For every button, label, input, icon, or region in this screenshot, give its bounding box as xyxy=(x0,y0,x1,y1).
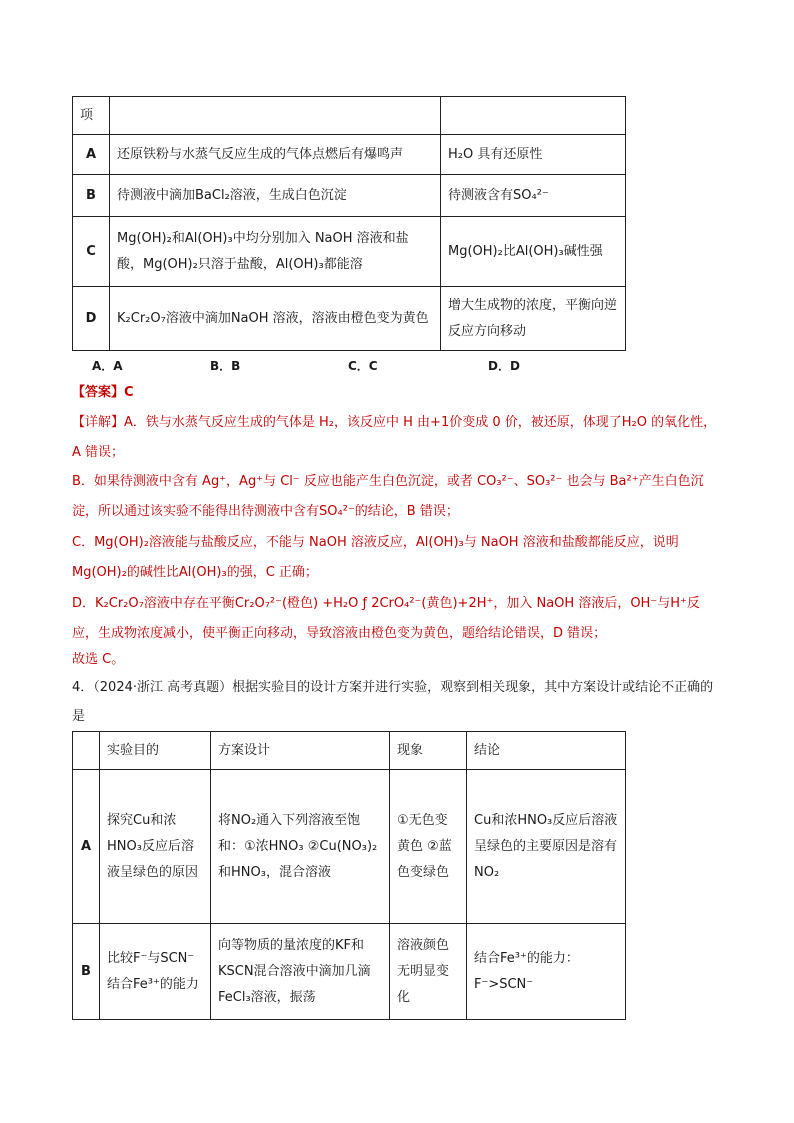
table1-row-exp: 待测液中滴加BaCl₂溶液，生成白色沉淀 xyxy=(110,175,441,217)
table2-row-con: Cu和浓HNO₃反应后溶液呈绿色的主要原因是溶有NO₂ xyxy=(467,770,626,924)
detail-a: 【详解】A．铁与水蒸气反应生成的气体是 H₂，该反应中 H 由+1价变成 0 价，被还原，体现了H₂O 的氧化性，A 错误； xyxy=(72,415,717,460)
choice-b: B．B xyxy=(210,359,241,373)
table1-header-exp xyxy=(110,97,441,135)
answer-label: 【答案】C xyxy=(72,385,134,400)
table1-row-con: Mg(OH)₂比Al(OH)₃碱性强 xyxy=(441,217,626,287)
detail-b: B．如果待测液中含有 Ag⁺，Ag⁺与 Cl⁻ 反应也能产生白色沉淀，或者 CO₃²⁻、SO₃²⁻ 也会与 Ba²⁺产生白色沉淀，所以通过该实验不能得出待测液中含有SO₄²⁻的结论，B 错误； xyxy=(72,474,704,519)
question-table-1 xyxy=(72,96,626,351)
table2-row-opt: A xyxy=(73,770,100,924)
detail-c: C．Mg(OH)₂溶液能与盐酸反应，不能与 NaOH 溶液反应，Al(OH)₃与 NaOH 溶液和盐酸都能反应，说明 Mg(OH)₂的碱性比Al(OH)₃的强，C 正确； xyxy=(72,535,679,580)
table1-row-opt: A xyxy=(73,135,110,175)
table2-row-con: 结合Fe³⁺的能力：F⁻>SCN⁻ xyxy=(467,924,626,1020)
table1-row-exp: Mg(OH)₂和Al(OH)₃中均分别加入 NaOH 溶液和盐酸，Mg(OH)₂只溶于盐酸，Al(OH)₃都能溶 xyxy=(110,217,441,287)
table2-row-phen: 溶液颜色无明显变化 xyxy=(390,924,467,1020)
table2-row-opt: B xyxy=(73,924,100,1020)
table1-row-opt: C xyxy=(73,217,110,287)
table2-row-phen: ①无色变黄色 ②蓝色变绿色 xyxy=(390,770,467,924)
table2-row-plan: 向等物质的量浓度的KF和KSCN混合溶液中滴加几滴FeCl₃溶液，振荡 xyxy=(211,924,390,1020)
table1-row-opt: B xyxy=(73,175,110,217)
table2-header: 实验目的 xyxy=(100,732,211,770)
table2-row-goal: 探究Cu和浓HNO₃反应后溶液呈绿色的原因 xyxy=(100,770,211,924)
detail-conclusion: 故选 C。 xyxy=(72,652,125,667)
table1-row-con: 待测液含有SO₄²⁻ xyxy=(441,175,626,217)
table1-header-con xyxy=(441,97,626,135)
table2-header: 现象 xyxy=(390,732,467,770)
question-4-stem: 4．（2024·浙江 高考真题）根据实验目的设计方案并进行实验，观察到相关现象，其中方案设计或结论不正确的是 xyxy=(72,680,714,724)
table1-row-con: 增大生成物的浓度，平衡向逆反应方向移动 xyxy=(441,287,626,351)
choice-d: D．D xyxy=(488,359,520,373)
table1-header-opt: 项 xyxy=(73,97,110,135)
choice-a: A．A xyxy=(92,359,123,373)
table1-row-exp: 还原铁粉与水蒸气反应生成的气体点燃后有爆鸣声 xyxy=(110,135,441,175)
table2-header: 结论 xyxy=(467,732,626,770)
table1-row-exp: K₂Cr₂O₇溶液中滴加NaOH 溶液，溶液由橙色变为黄色 xyxy=(110,287,441,351)
table2-header xyxy=(73,732,100,770)
detail-d: D．K₂Cr₂O₇溶液中存在平衡Cr₂O₇²⁻(橙色) +H₂O ƒ 2CrO₄²⁻(黄色)+2H⁺，加入 NaOH 溶液后，OH⁻与H⁺反应，生成物浓度减小，使平衡正向移动，导致溶液由橙色变为黄色，题给结论错误，D 错误； xyxy=(72,596,700,641)
table2-row-plan: 将NO₂通入下列溶液至饱和：①浓HNO₃ ②Cu(NO₃)₂和HNO₃，混合溶液 xyxy=(211,770,390,924)
table1-row-opt: D xyxy=(73,287,110,351)
table2-header: 方案设计 xyxy=(211,732,390,770)
question-table-2 xyxy=(72,731,626,1020)
choice-c: C．C xyxy=(348,359,378,373)
table1-row-con: H₂O 具有还原性 xyxy=(441,135,626,175)
table2-row-goal: 比较F⁻与SCN⁻结合Fe³⁺的能力 xyxy=(100,924,211,1020)
